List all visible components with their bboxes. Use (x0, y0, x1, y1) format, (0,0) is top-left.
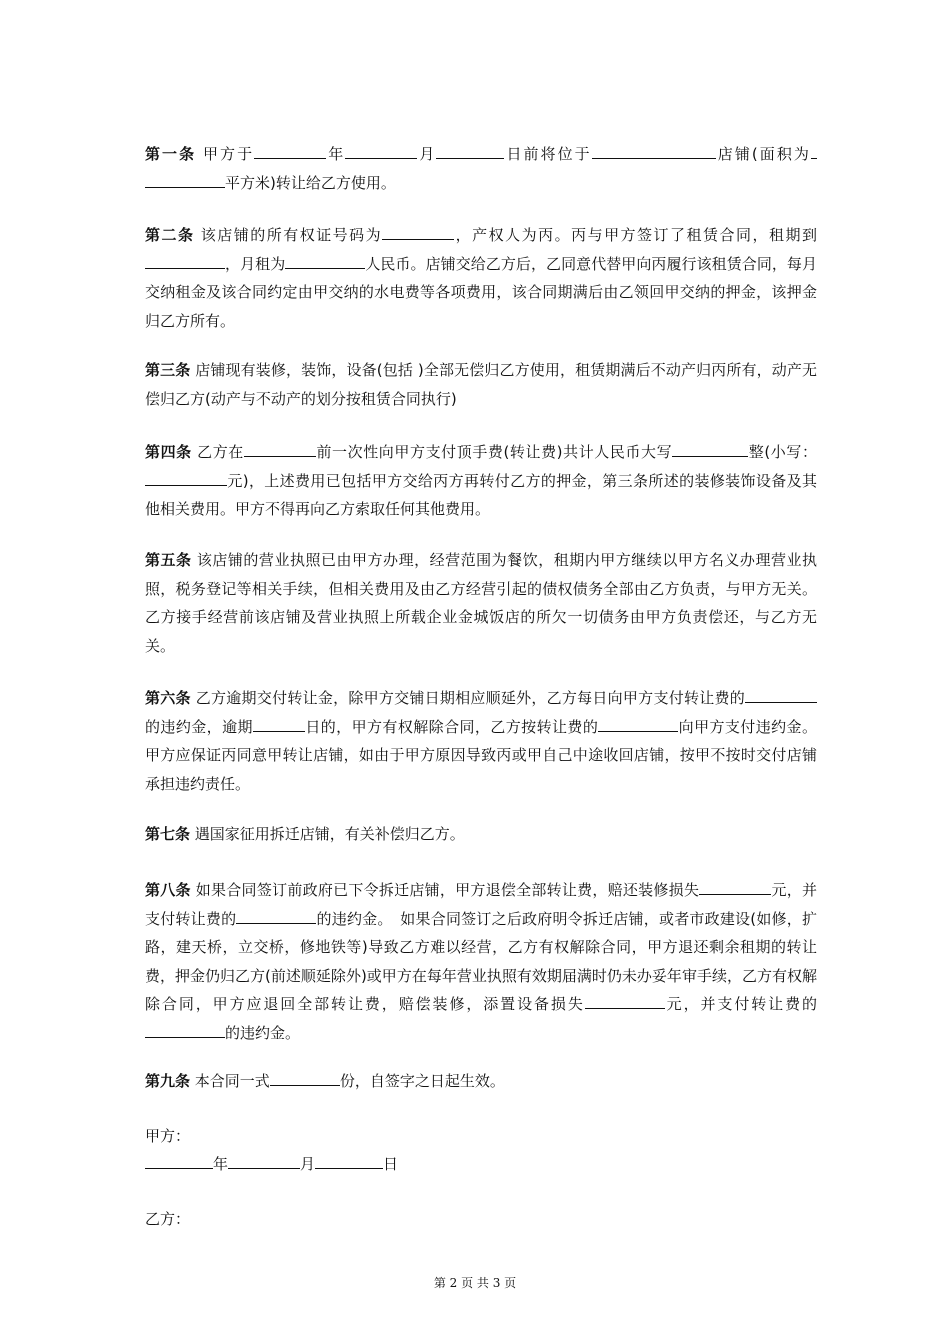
day-blank[interactable] (436, 144, 504, 159)
sign-year-label: 年 (213, 1155, 229, 1173)
article-8-text-3: 的违约金。 如果合同签订之后政府明令拆迁店铺，或者市政建设(如修，扩路，建天桥，立交桥，修地铁等)导致乙方难以经营，乙方有权解除合同，甲方退还剩余租期的转让费，押金仍归乙方(前述顺延除外)或甲方在每年营业执照有效期届满时仍未办妥年审手续，乙方有权解除合同，甲方应退回全部转让费，赔偿装修，添置设备损失 (145, 909, 817, 1013)
sign-day-label: 日 (383, 1155, 399, 1173)
article-2-text-4: 人民币。店铺交给乙方后，乙同意代替甲向丙履行该租赁合同，每月交纳租金及该合同约定由甲交纳的水电费等各项费用，该合同期满后由乙领回甲交纳的押金，该押金归乙方所有。 (145, 254, 817, 330)
article-1-text-5: 店铺(面积为 (715, 145, 811, 163)
article-3 (145, 356, 817, 413)
article-9-label: 第九条 (145, 1072, 191, 1090)
article-2-text-1: 该店铺的所有权证号码为 (200, 226, 383, 244)
area-blank-lead (811, 144, 817, 159)
article-2 (145, 221, 817, 335)
article-7-label: 第七条 (145, 825, 191, 843)
article-5-label: 第五条 (145, 551, 192, 569)
article-4-label: 第四条 (145, 443, 192, 461)
article-1-text-3: 月 (417, 145, 437, 163)
lease-end-blank[interactable] (145, 254, 225, 269)
party-a-label: 甲方： (145, 1127, 191, 1145)
copies-blank[interactable] (270, 1071, 340, 1086)
daily-penalty-rate-blank[interactable] (745, 688, 817, 703)
article-1-label: 第一条 (145, 145, 197, 163)
article-3-label: 第三条 (145, 361, 191, 379)
renovation-loss-blank[interactable] (699, 880, 771, 895)
penalty-rate-blank-2[interactable] (236, 909, 316, 924)
article-3-text-1: 店铺现有装修，装饰，设备(包括 )全部无偿归乙方使用，租赁期满后不动产归丙所有，动产无偿归乙方(动产与不动产的划分按租赁合同执行) (145, 361, 817, 408)
year-blank[interactable] (254, 144, 326, 159)
article-2-label: 第二条 (145, 226, 195, 244)
article-8-text-4: 元，并支付转让费的 (664, 995, 817, 1013)
page-number: 第 2 页 共 3 页 (433, 1276, 517, 1290)
sign-year-blank[interactable] (145, 1154, 213, 1169)
sign-day-blank[interactable] (315, 1154, 383, 1169)
article-8-label: 第八条 (145, 881, 191, 899)
payment-date-blank[interactable] (244, 442, 316, 457)
equipment-loss-blank[interactable] (585, 994, 665, 1009)
penalty-rate-blank-3[interactable] (145, 1023, 225, 1038)
location-blank[interactable] (592, 144, 716, 159)
article-8-text-5: 的违约金。 (225, 1023, 301, 1042)
article-6-text-3: 日的，甲方有权解除合同，乙方按转让费的 (304, 717, 599, 736)
article-1-text-6: 平方米)转让给乙方使用。 (225, 173, 396, 192)
article-1-text-4: 日前将位于 (504, 145, 592, 163)
article-9-text-1: 本合同一式 (194, 1072, 270, 1090)
amount-words-blank[interactable] (672, 442, 748, 457)
article-6-text-2: 的违约金，逾期 (145, 717, 253, 736)
article-8-text-2: 元，并支付转让费的 (145, 881, 817, 928)
monthly-rent-blank[interactable] (285, 254, 365, 269)
article-4-text-4: 元)，上述费用已包括甲方交给丙方再转付乙方的押金，第三条所述的装修装饰设备及其他相关费用。甲方不得再向乙方索取任何其他费用。 (145, 471, 817, 518)
article-7-text-1: 遇国家征用拆迁店铺，有关补偿归乙方。 (194, 825, 465, 843)
article-5-text-1: 该店铺的营业执照已由甲方办理，经营范围为餐饮，租期内甲方继续以甲方名义办理营业执照，税务登记等相关手续，但相关费用及由乙方经营引起的债权债务全部由乙方负责，与甲方无关。乙方接手经营前该店铺及营业执照上所载企业金城饭店的所欠一切债务由甲方负责偿还，与乙方无关。 (145, 551, 817, 655)
article-4-text-2: 前一次性向甲方支付顶手费(转让费)共计人民币大写 (315, 443, 673, 461)
signature-date (145, 1150, 817, 1179)
sign-month-blank[interactable] (228, 1154, 300, 1169)
amount-figures-blank[interactable] (145, 471, 227, 486)
article-5 (145, 546, 817, 660)
article-6 (145, 684, 817, 798)
party-b-label: 乙方： (145, 1210, 191, 1228)
article-6-text-4: 向甲方支付违约金。甲方应保证丙同意甲转让店铺，如由于甲方原因导致丙或甲自己中途收回店铺，按甲不按时交付店铺承担违约责任。 (145, 717, 817, 793)
article-2-text-3: ，月租为 (225, 254, 286, 273)
overdue-days-blank[interactable] (253, 717, 305, 732)
article-4-text-3: 整(小写： (748, 443, 817, 461)
article-8 (145, 876, 817, 1047)
article-7 (145, 820, 817, 849)
article-6-label: 第六条 (145, 689, 191, 707)
article-1-text-2: 年 (326, 145, 346, 163)
party-a-signature (145, 1122, 817, 1151)
article-4-text-1: 乙方在 (197, 443, 244, 461)
penalty-rate-blank[interactable] (598, 717, 678, 732)
party-b-signature (145, 1205, 817, 1234)
article-1-text-1: 甲方于 (203, 145, 255, 163)
article-2-text-2: ，产权人为丙。丙与甲方签订了租赁合同，租期到 (454, 226, 817, 244)
area-blank[interactable] (145, 173, 225, 188)
article-9-text-2: 份，自签字之日起生效。 (339, 1072, 505, 1090)
ownership-number-blank[interactable] (382, 225, 454, 240)
month-blank[interactable] (345, 144, 417, 159)
article-8-text-1: 如果合同签订前政府已下令拆迁店铺，甲方退偿全部转让费，赔还装修损失 (195, 881, 700, 899)
sign-month-label: 月 (300, 1155, 316, 1173)
article-1 (145, 140, 817, 197)
article-6-text-1: 乙方逾期交付转让金，除甲方交铺日期相应顺延外，乙方每日向甲方支付转让费的 (195, 689, 745, 707)
article-4 (145, 438, 817, 524)
article-9 (145, 1067, 817, 1096)
